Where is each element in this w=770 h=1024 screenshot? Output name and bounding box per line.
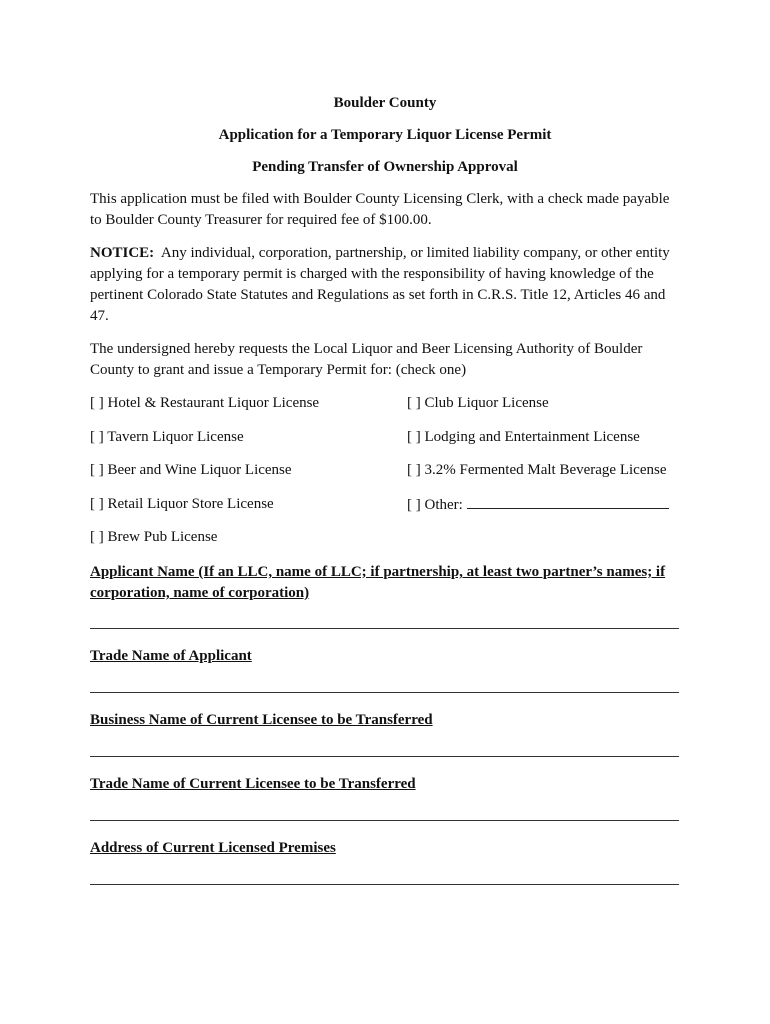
notice-text: Any individual, corporation, partnership, or limited liability company, or other entity applying for a temporary permit is charged with the responsibility of having knowledge of the pertinent Colorado State Statutes and Regulations as set forth in C.R.S. Title 12, Articles 46 and 47. (90, 245, 670, 324)
business-name-current-label: Business Name of Current Licensee to be Transferred (90, 712, 433, 728)
license-row (90, 527, 680, 557)
county-heading: Boulder County (333, 95, 437, 111)
intro-paragraph: This application must be filed with Boulder County Licensing Clerk, with a check made payable to Boulder County Treasurer for required fee of $100.00. (90, 191, 670, 228)
form-subtitle: Pending Transfer of Ownership Approval (252, 159, 518, 175)
trade-name-label: Trade Name of Applicant (90, 648, 252, 664)
license-row (90, 393, 680, 427)
notice-paragraph (90, 243, 680, 327)
option-lodging-entertainment[interactable]: [ ] Lodging and Entertainment License (407, 428, 640, 445)
request-paragraph: The undersigned hereby requests the Local Liquor and Beer Licensing Authority of Boulder County to grant and issue a Temporary Permit for: (check one) (90, 341, 643, 378)
option-other[interactable] (407, 494, 680, 528)
other-blank-line[interactable] (467, 494, 669, 509)
license-row (90, 427, 680, 461)
option-brew-pub[interactable]: [ ] Brew Pub License (90, 529, 218, 545)
address-current-label: Address of Current Licensed Premises (90, 840, 336, 856)
option-tavern[interactable]: [ ] Tavern Liquor License (90, 428, 244, 445)
trade-name-current-label: Trade Name of Current Licensee to be Transferred (90, 776, 416, 792)
license-row (90, 460, 680, 494)
form-title: Application for a Temporary Liquor License Permit (218, 127, 552, 143)
address-current-line[interactable] (90, 884, 679, 885)
option-hotel-restaurant[interactable]: [ ] Hotel & Restaurant Liquor License (90, 395, 320, 411)
applicant-name-label: Applicant Name (If an LLC, name of LLC; if partnership, at least two partner’s names; if corporation, name of corporation) (90, 564, 666, 601)
option-beer-wine[interactable]: [ ] Beer and Wine Liquor License (90, 462, 292, 478)
license-options (90, 393, 680, 557)
notice-label: NOTICE: (90, 245, 155, 261)
option-retail-liquor-store[interactable]: [ ] Retail Liquor Store License (90, 495, 274, 512)
document-content (90, 93, 680, 885)
option-club[interactable]: [ ] Club Liquor License (407, 395, 549, 411)
option-other-label: [ ] Other: (407, 496, 463, 513)
license-row (90, 494, 680, 528)
option-fermented-malt[interactable]: [ ] 3.2% Fermented Malt Beverage License (407, 462, 667, 478)
